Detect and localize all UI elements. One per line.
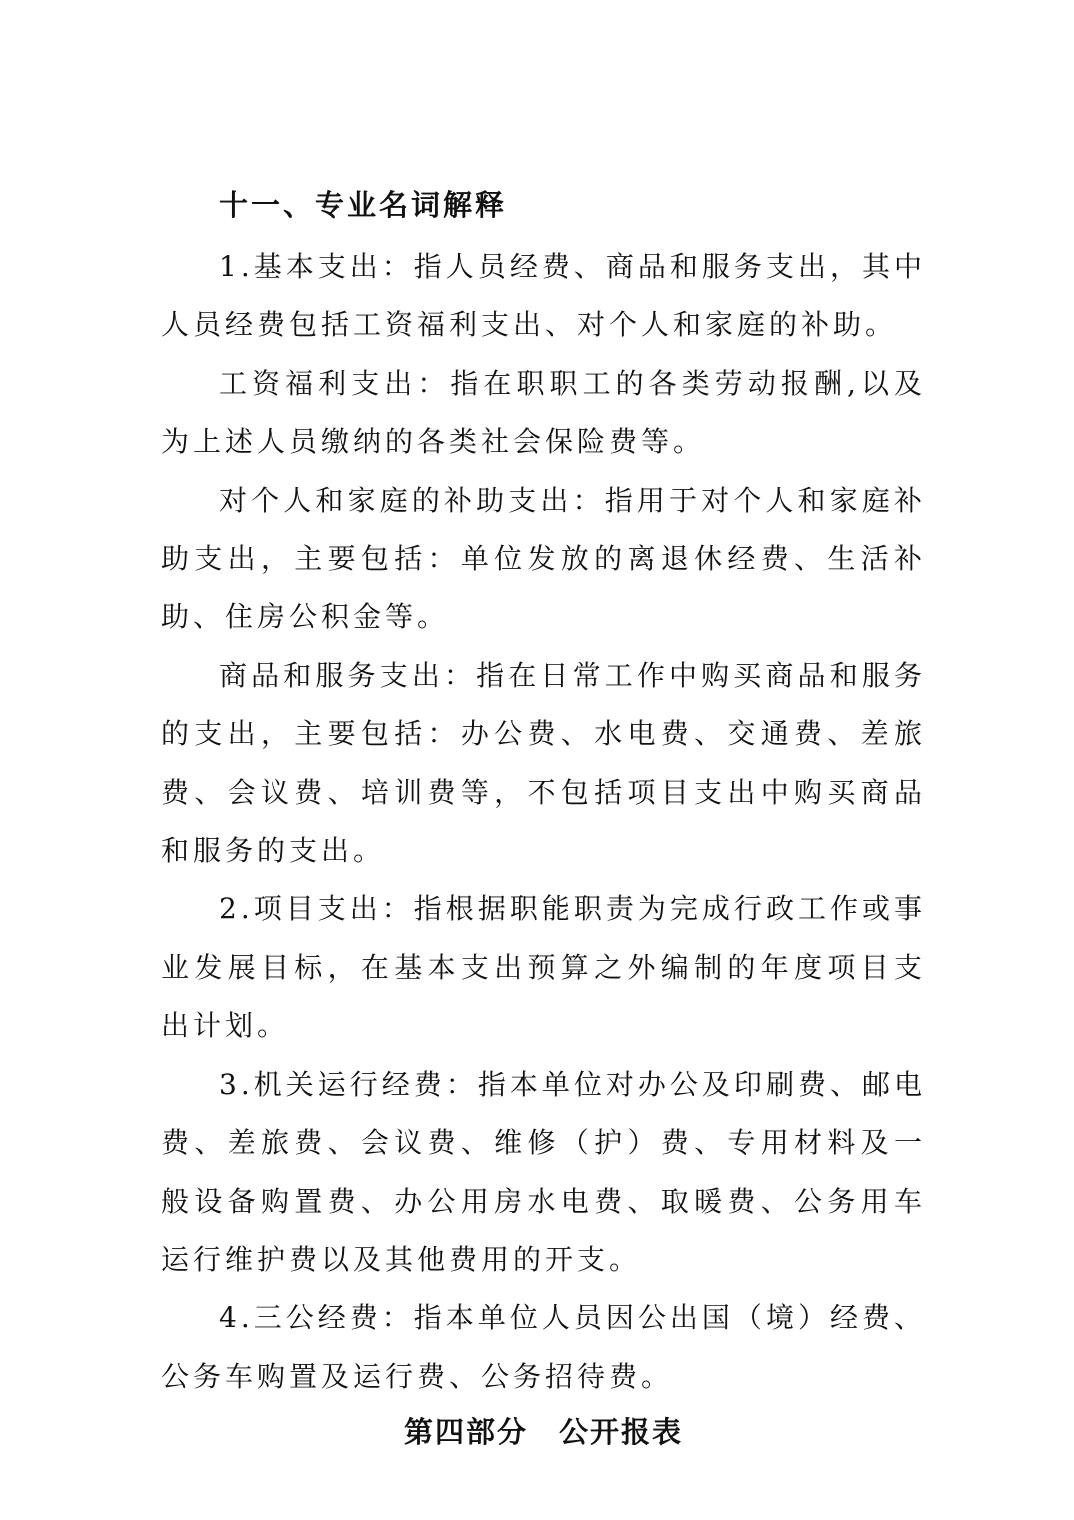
- section-heading: 十一、专业名词解释: [219, 188, 508, 222]
- paragraph-operating-expenses: 3.机关运行经费：指本单位对办公及印刷费、邮电费、差旅费、会议费、维修（护）费、专用材料及一般设备购置费、办公用房水电费、取暖费、公务用车运行维护费以及其他费用的开支。: [161, 1067, 926, 1276]
- paragraph-salary-welfare: 工资福利支出：指在职职工的各类劳动报酬,以及为上述人员缴纳的各类社会保险费等。: [161, 366, 926, 459]
- part-heading: 第四部分 公开报表: [403, 1415, 683, 1450]
- document-body: [161, 180, 926, 1458]
- paragraph-basic-expenditure: 1.基本支出：指人员经费、商品和服务支出，其中人员经费包括工资福利支出、对个人和家庭的补助。: [161, 250, 926, 342]
- paragraph-three-public-expenses: 4.三公经费：指本单位人员因公出国（境）经费、公务车购置及运行费、公务招待费。: [161, 1301, 926, 1393]
- paragraph-personal-family-subsidy: 对个人和家庭的补助支出：指用于对个人和家庭补助支出，主要包括：单位发放的离退休经费、生活补助、住房公积金等。: [161, 483, 926, 634]
- paragraph-project-expenditure: 2.项目支出：指根据职能职责为完成行政工作或事业发展目标，在基本支出预算之外编制的年度项目支出计划。: [161, 892, 926, 1043]
- paragraph-goods-services: 商品和服务支出：指在日常工作中购买商品和服务的支出，主要包括：办公费、水电费、交通费、差旅费、会议费、培训费等，不包括项目支出中购买商品和服务的支出。: [161, 658, 926, 868]
